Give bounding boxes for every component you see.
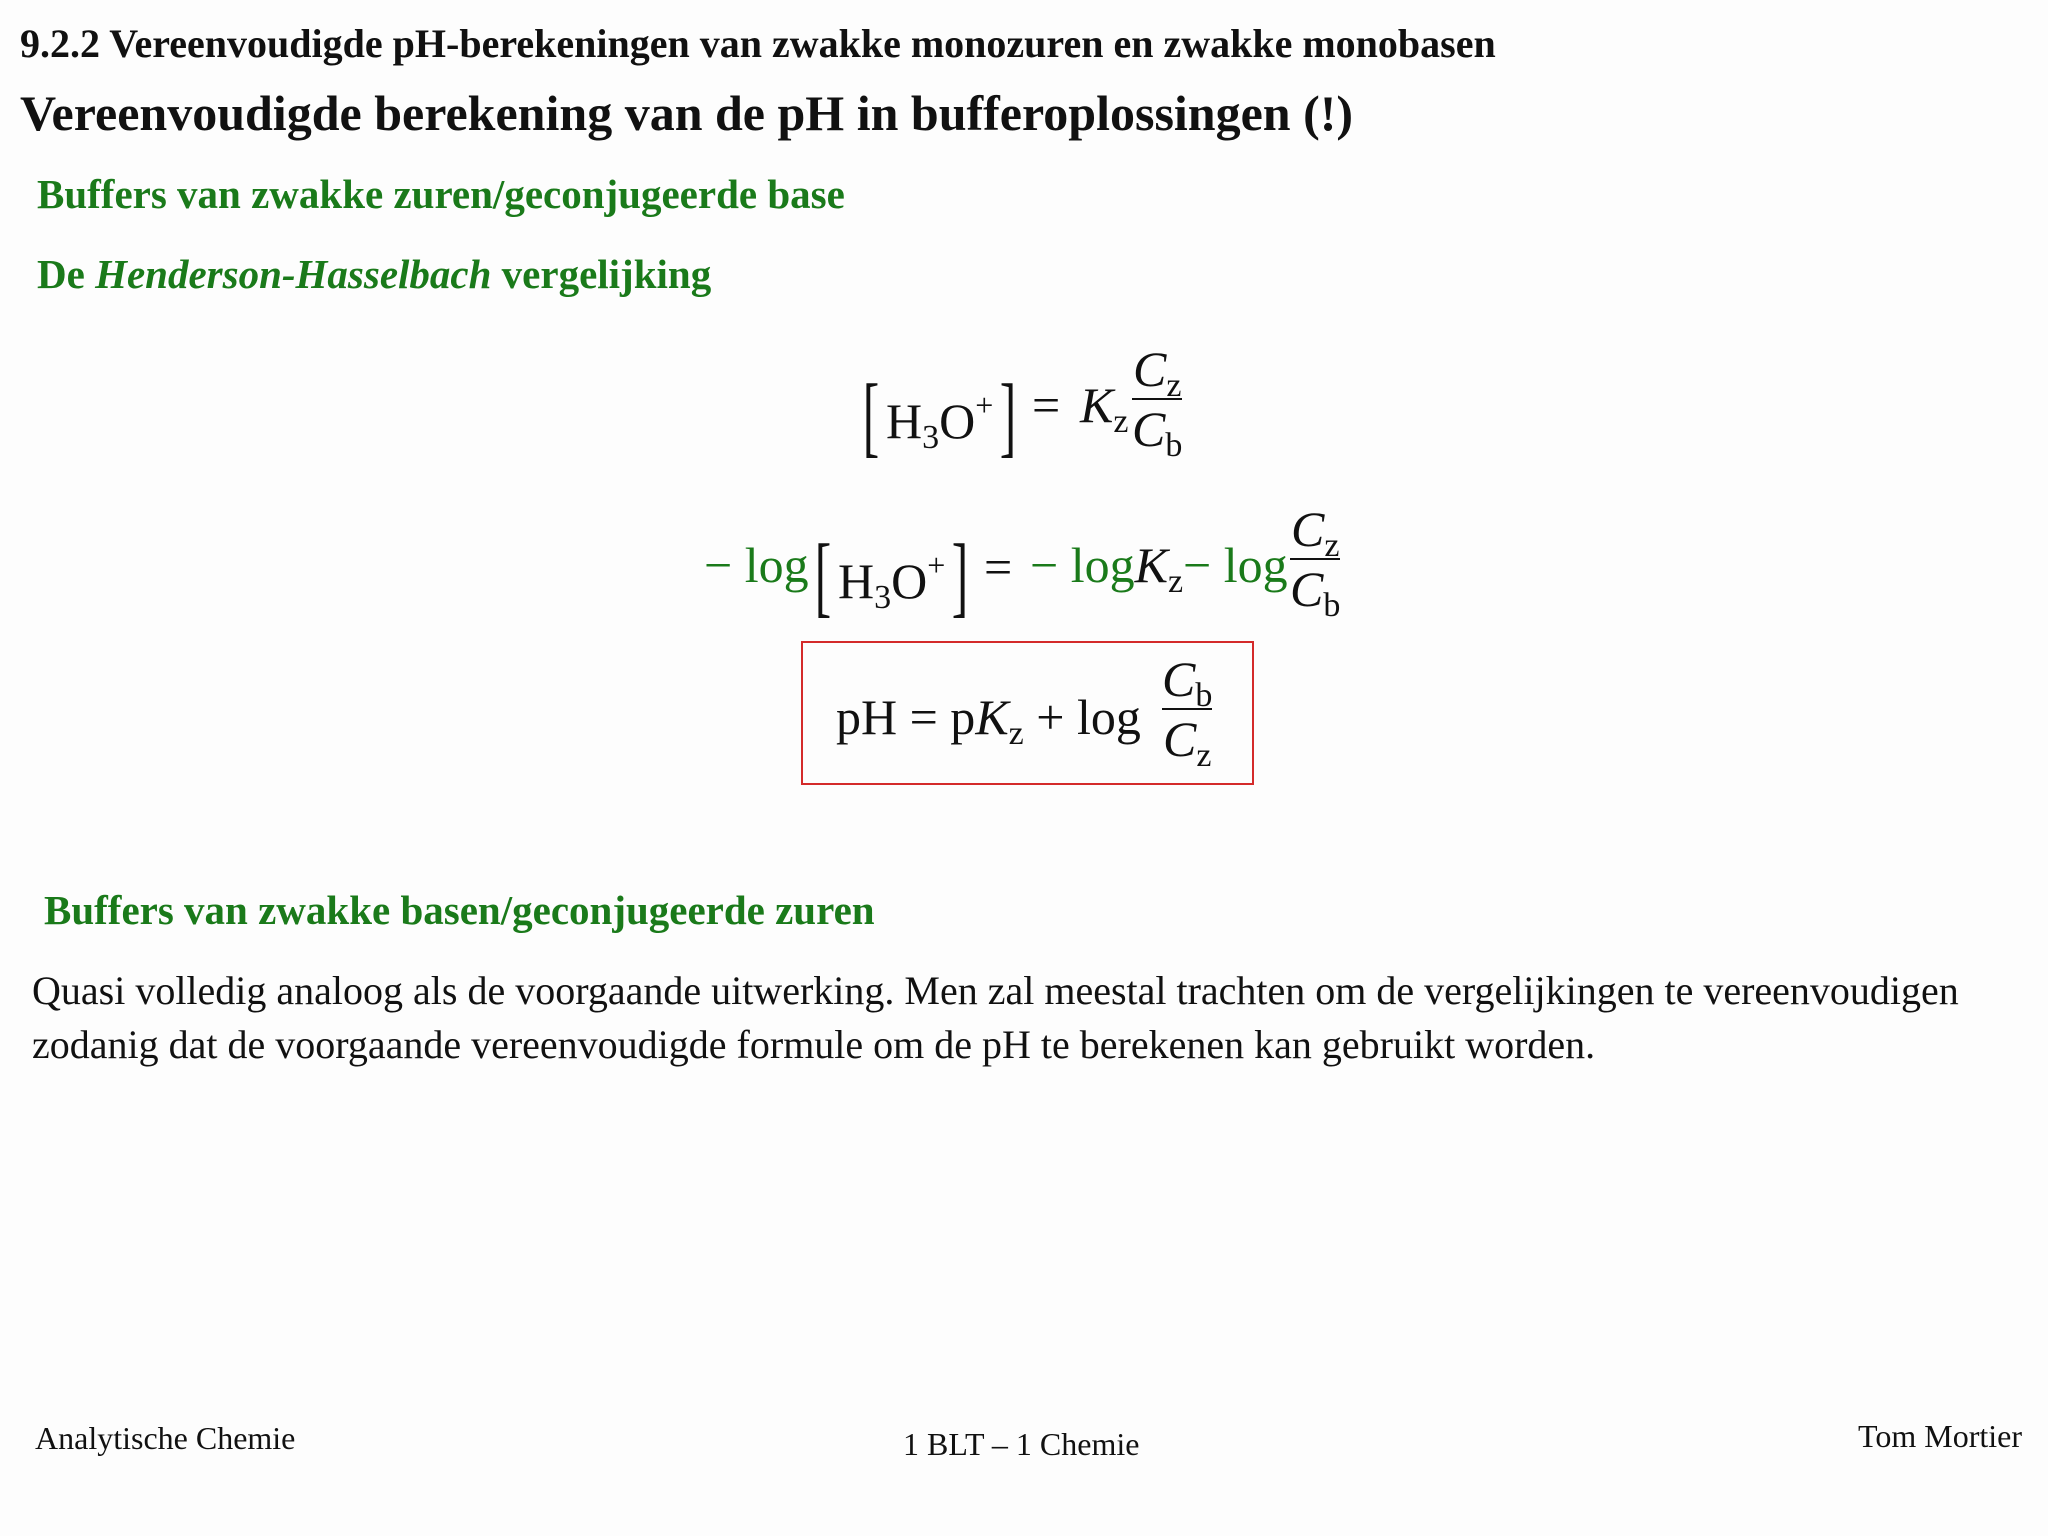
eq2-num-sub: z xyxy=(1324,527,1340,564)
eq1-num-C: C xyxy=(1132,341,1167,397)
eq2-den-C: C xyxy=(1290,561,1324,617)
eq1-plus: + xyxy=(975,387,994,423)
eq2-fraction xyxy=(1290,501,1341,624)
eq2-three: 3 xyxy=(874,579,892,616)
eq2-minus-log: − log xyxy=(704,537,809,593)
hh-name: Henderson-Hasselbach xyxy=(95,251,492,297)
hh-prefix: De xyxy=(37,251,96,297)
eq1-H: H xyxy=(885,393,923,449)
eq3-den-sub: z xyxy=(1196,737,1212,774)
eq2-right-bracket: ] xyxy=(951,527,969,626)
eq1-den-C: C xyxy=(1132,401,1166,457)
eq1-num-sub: z xyxy=(1166,367,1182,404)
eq3-pH: pH = p xyxy=(836,689,976,745)
eq2-K: K xyxy=(1134,537,1168,593)
eq2-H: H xyxy=(837,553,875,609)
eq3-den-C: C xyxy=(1162,711,1197,767)
eq2-num-C: C xyxy=(1290,501,1325,557)
base-buffers-heading: Buffers van zwakke basen/geconjugeerde zuren xyxy=(44,887,875,933)
acid-buffers-heading: Buffers van zwakke zuren/geconjugeerde base xyxy=(37,171,845,217)
eq3-num-sub: b xyxy=(1195,677,1213,714)
base-buffers-body: Quasi volledig analoog als de voorgaande uitwerking. Men zal meestal trachten om de vergelijkingen te vereenvoudigen zodanig dat de voorgaande vereenvoudigde formule om de pH te berekenen kan gebruikt worden. xyxy=(32,968,1959,1067)
footer-author: Tom Mortier xyxy=(1858,1418,2022,1454)
page-title: Vereenvoudigde berekening van de pH in bufferoplossingen (!) xyxy=(20,85,1354,141)
eq1-O: O xyxy=(939,393,976,449)
footer-program: 1 BLT – 1 Chemie xyxy=(903,1426,1140,1462)
eq2-O: O xyxy=(891,553,928,609)
eq1-equals: = xyxy=(1032,377,1061,433)
eq1-Ksub: z xyxy=(1113,403,1129,440)
eq2-equals: = xyxy=(984,539,1013,595)
eq2-minus-log2: − log xyxy=(1183,537,1288,593)
eq2-plus: + xyxy=(927,547,946,583)
eq3-plus-log: + log xyxy=(1036,689,1141,745)
eq3-K: K xyxy=(975,689,1009,745)
eq1-K: K xyxy=(1080,377,1114,433)
eq3-Ksub: z xyxy=(1008,715,1024,752)
eq2-den-sub: b xyxy=(1323,587,1341,624)
eq1-three: 3 xyxy=(922,419,940,456)
eq2-left-bracket: [ xyxy=(814,527,832,626)
eq3-num-C: C xyxy=(1162,651,1196,707)
eq2-minus-logK: − log xyxy=(1030,537,1135,593)
eq3-fraction xyxy=(1162,651,1213,774)
eq1-fraction xyxy=(1132,341,1183,464)
section-heading: 9.2.2 Vereenvoudigde pH-berekeningen van zwakke monozuren en zwakke monobasen xyxy=(20,21,1496,66)
henderson-hasselbach-heading xyxy=(37,250,711,298)
eq1-den-sub: b xyxy=(1165,427,1183,464)
footer-course: Analytische Chemie xyxy=(35,1420,296,1456)
eq2-Ksub: z xyxy=(1167,563,1184,600)
left-bracket: [ xyxy=(862,367,880,466)
right-bracket: ] xyxy=(999,367,1017,466)
hh-suffix: vergelijking xyxy=(491,251,712,297)
